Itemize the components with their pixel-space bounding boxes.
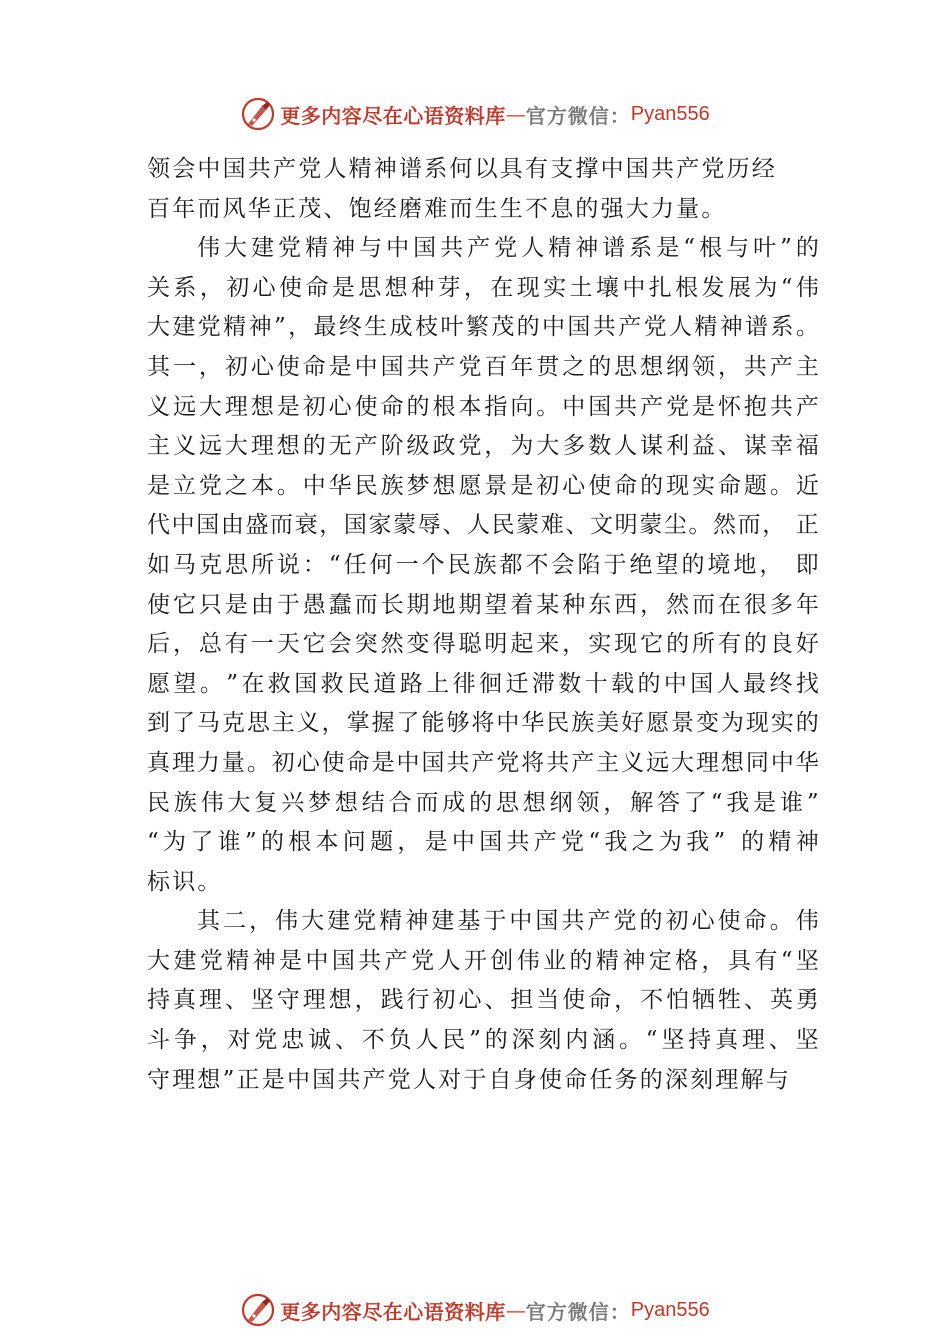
text-line: 百年而风华正茂、饱经磨难而生生不息的强大力量。 <box>147 195 727 222</box>
text-line: 关 系 ， 初 心 使 命 是 思 想 种 芽 ， 在 现 实 土 壤 中 扎 根 发 展 为 “ 伟 <box>147 274 819 301</box>
text-line: 斗 争 ， 对 党 忠 诚 、 不 负 人 民 ” 的 深 刻 内 涵 。 “ 坚 持 真 理 、 坚 <box>147 1027 819 1054</box>
banner-dash: — <box>505 102 526 126</box>
text-line: 义 远 大 理 想 是 初 心 使 命 的 根 本 指 向 。 中 国 共 产 党 是 怀 抱 共 产 <box>147 393 819 420</box>
text-line: 伟 大 建 党 精 神 与 中 国 共 产 党 人 精 神 谱 系 是 “ 根 与 叶 ” 的 <box>197 235 819 262</box>
text-line: 其 一 ， 初 心 使 命 是 中 国 共 产 党 百 年 贯 之 的 思 想 纲 领 ， 共 产 主 <box>147 353 819 380</box>
text-line: 真 理 力 量 。 初 心 使 命 是 中 国 共 产 党 将 共 产 主 义 远 大 理 想 同 中 华 <box>147 749 819 776</box>
brand-text: 更多内容尽在心语资料库 <box>280 103 506 128</box>
wechat-id: Pyan556 <box>630 1298 710 1321</box>
text-line: 代 中 国 由 盛 而 衰 ， 国 家 蒙 辱 、 人 民 蒙 难 、 文 明 蒙 尘 。 然 而 ， 正 <box>147 512 819 539</box>
wechat-id: Pyan556 <box>630 102 710 125</box>
text-line: “ 为 了 谁 ” 的 根 本 问 题 ， 是 中 国 共 产 党 “ 我 之 为 我 ” 的 精 神 <box>147 829 819 856</box>
text-line: 后 ， 总 有 一 天 它 会 突 然 变 得 聪 明 起 来 ， 实 现 它 的 所 有 的 良 好 <box>147 631 819 658</box>
text-line: 守理想”正是中国共产党人对于自身使命任务的深刻理解与 <box>147 1066 791 1093</box>
text-line: 大 建 党 精 神 ” ， 最 终 生 成 枝 叶 繁 茂 的 中 国 共 产 党 人 精 神 谱 系 。 <box>147 314 819 341</box>
document-body <box>147 150 819 1100</box>
wechat-label: 官方微信： <box>525 103 631 128</box>
text-line: 使 它 只 是 由 于 愚 蠢 而 长 期 地 期 望 着 某 种 东 西 ， 然 而 在 很 多 年 <box>147 591 819 618</box>
banner-dash: — <box>505 1298 526 1322</box>
text-line: 其 二 ， 伟 大 建 党 精 神 建 基 于 中 国 共 产 党 的 初 心 使 命 。 伟 <box>197 908 819 935</box>
text-line: 民 族 伟 大 复 兴 梦 想 结 合 而 成 的 思 想 纲 领 ， 解 答 了 “ 我 是 谁 ” <box>147 789 819 816</box>
pen-nib-logo-icon <box>240 96 276 132</box>
text-line: 大 建 党 精 神 是 中 国 共 产 党 人 开 创 伟 业 的 精 神 定 格 ， 具 有 “ 坚 <box>147 947 819 974</box>
text-line: 标识。 <box>147 868 223 895</box>
footer-banner <box>0 1290 950 1330</box>
text-line: 如 马 克 思 所 说 ： “ 任 何 一 个 民 族 都 不 会 陷 于 绝 望 的 境 地 ， 即 <box>147 551 819 578</box>
wechat-label: 官方微信： <box>525 1299 631 1324</box>
pen-nib-logo-icon <box>240 1292 276 1328</box>
brand-text: 更多内容尽在心语资料库 <box>280 1299 506 1324</box>
text-line: 持 真 理 、 坚 守 理 想 ， 践 行 初 心 、 担 当 使 命 ， 不 怕 牺 牲 、 英 勇 <box>147 987 819 1014</box>
header-banner <box>0 94 950 134</box>
text-line: 愿 望 。 ” 在 救 国 救 民 道 路 上 徘 徊 迁 滞 数 十 载 的 中 国 人 最 终 找 <box>147 670 819 697</box>
text-line: 是 立 党 之 本 。 中 华 民 族 梦 想 愿 景 是 初 心 使 命 的 现 实 命 题 。 近 <box>147 472 819 499</box>
text-line: 到 了 马 克 思 主 义 ， 掌 握 了 能 够 将 中 华 民 族 美 好 愿 景 变 为 现 实 的 <box>147 710 819 737</box>
text-line: 主 义 远 大 理 想 的 无 产 阶 级 政 党 ， 为 大 多 数 人 谋 利 益 、 谋 幸 福 <box>147 433 819 460</box>
text-line: 领会中国共产党人精神谱系何以具有支撑中国共产党历经 <box>147 156 777 182</box>
